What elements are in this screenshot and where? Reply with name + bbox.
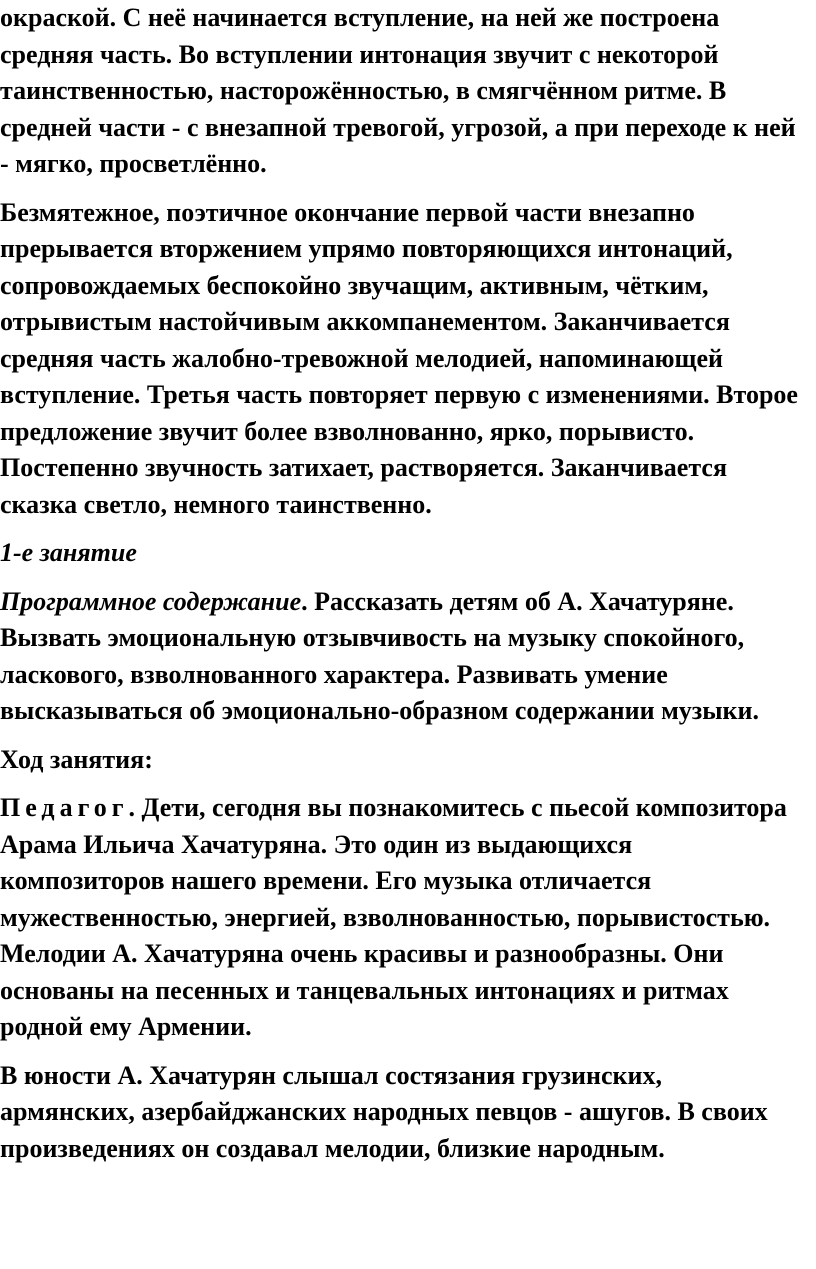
program-content-label: Программное содержание: [0, 586, 302, 616]
program-content-text: . Рассказать детям об А. Хачатуряне. Вызвать эмоциональную отзывчивость на музыку спокойного, ласкового, взволнованного характера. Развивать умение высказываться об эмоционально-образном содержании музыки.: [0, 586, 759, 725]
paragraph-intro-description: окраской. С неё начинается вступление, на ней же построена средняя часть. Во вступлении интонация звучит с некоторой таинственностью, насторожённостью, в смягчённом ритме. В средней части - с внезапной тревогой, угрозой, а при переходе к ней - мягко, просветлённо.: [0, 3, 796, 178]
paragraph-youth: В юности А. Хачатурян слышал состязания грузинских, армянских, азербайджанских народных певцов - ашугов. В своих произведениях он создавал мелодии, близкие народным.: [0, 1060, 768, 1163]
teacher-speech-text: . Дети, сегодня вы познакомитесь с пьесой композитора Арама Ильича Хачатуряна. Это один из выдающихся композиторов нашего времени. Его музыка отличается мужественностью, энергией, взволнованностью, порывистостью. Мелодии А. Хачатуряна очень красивы и разнообразны. Они основаны на песенных и танцевальных интонациях и ритмах родной ему Армении.: [0, 793, 787, 1041]
lesson-progress-heading: Ход занятия:: [0, 744, 153, 774]
lesson-heading: 1-е занятие: [0, 538, 137, 567]
paragraph-program-content: [0, 584, 800, 730]
paragraph-second-part-description: Безмятежное, поэтичное окончание первой части внезапно прерывается вторжением упрямо повторяющихся интонаций, сопровождаемых беспокойно звучащим, активным, чётким, отрывистым настойчивым аккомпанементом. Заканчивается средняя часть жалобно-тревожной мелодией, напоминающей вступление. Третья часть повторяет первую с изменениями. Второе предложение звучит более взволнованно, ярко, порывисто. Постепенно звучность затихает, растворяется. Заканчивается сказка светло, немного таинственно.: [0, 197, 798, 519]
speaker-label: Педагог: [0, 793, 129, 822]
paragraph-teacher-speech: [0, 790, 800, 1046]
